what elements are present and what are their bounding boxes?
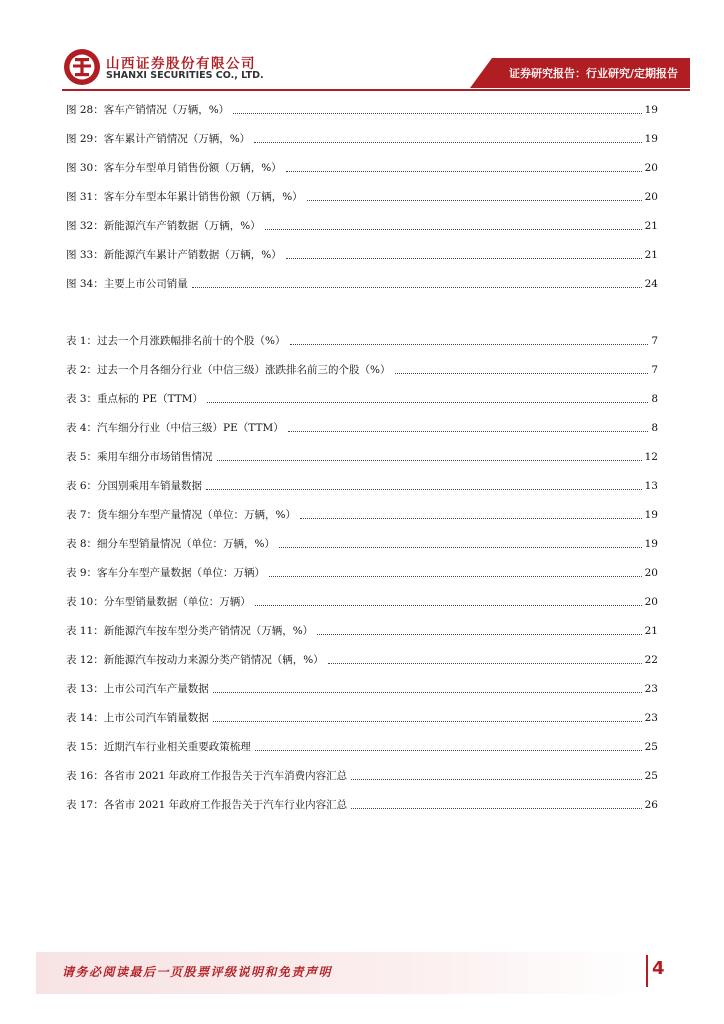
toc-leader-dots	[269, 576, 642, 577]
toc-item-page: 22	[644, 654, 658, 666]
toc-leader-dots	[288, 431, 649, 432]
toc-figure-item[interactable]	[66, 101, 658, 117]
toc-leader-dots	[213, 721, 642, 722]
toc-item-label: 表 16：各省市 2021 年政府工作报告关于汽车消费内容汇总	[66, 770, 348, 782]
toc-item-label: 表 12：新能源汽车按动力来源分类产销情况（辆，%）	[66, 654, 324, 666]
toc-figure-item[interactable]	[66, 188, 658, 204]
toc-item-page: 19	[644, 509, 658, 521]
toc-table-item[interactable]	[66, 535, 658, 551]
page-header	[0, 0, 724, 96]
toc-leader-dots	[351, 808, 642, 809]
toc-leader-dots	[255, 750, 642, 751]
toc-item-label: 图 31：客车分车型本年累计销售份额（万辆，%）	[66, 191, 303, 203]
toc-item-page: 26	[644, 799, 658, 811]
toc-table-item[interactable]	[66, 767, 658, 783]
toc-table-item[interactable]	[66, 419, 658, 435]
toc-item-label: 表 9：客车分车型产量数据（单位：万辆）	[66, 567, 266, 579]
header-divider	[62, 89, 690, 91]
toc-item-page: 20	[644, 596, 658, 608]
footer-disclaimer: 请务必阅读最后一页股票评级说明和免责声明	[62, 965, 333, 979]
toc-item-page: 8	[651, 422, 658, 434]
toc-table-item[interactable]	[66, 390, 658, 406]
toc-item-page: 19	[644, 133, 658, 145]
toc-item-label: 图 29：客车累计产销情况（万辆，%）	[66, 133, 251, 145]
toc-leader-dots	[300, 518, 642, 519]
toc-leader-dots	[286, 171, 642, 172]
toc-figure-item[interactable]	[66, 217, 658, 233]
toc-item-page: 12	[644, 451, 658, 463]
toc-table-item[interactable]	[66, 796, 658, 812]
toc-item-page: 19	[644, 104, 658, 116]
toc-leader-dots	[206, 489, 642, 490]
toc-item-label: 表 2：过去一个月各细分行业（中信三级）涨跌排名前三的个股（%）	[66, 364, 391, 376]
toc-item-label: 图 28：客车产销情况（万辆，%）	[66, 104, 230, 116]
toc-item-label: 表 4：汽车细分行业（中信三级）PE（TTM）	[66, 422, 284, 434]
toc-item-label: 表 15：近期汽车行业相关重要政策梳理	[66, 741, 251, 753]
toc-figure-item[interactable]	[66, 159, 658, 175]
toc-item-label: 表 1：过去一个月涨跌幅排名前十的个股（%）	[66, 335, 286, 347]
toc-table-item[interactable]	[66, 709, 658, 725]
toc-item-label: 表 13：上市公司汽车产量数据	[66, 683, 209, 695]
toc-leader-dots	[255, 605, 642, 606]
toc-leader-dots	[307, 200, 642, 201]
toc-table-item[interactable]	[66, 622, 658, 638]
toc-table-item[interactable]	[66, 680, 658, 696]
toc-item-label: 图 30：客车分车型单月销售份额（万辆，%）	[66, 162, 282, 174]
toc-figure-item[interactable]	[66, 246, 658, 262]
toc-item-page: 20	[644, 567, 658, 579]
company-name-cn: 山西证券股份有限公司	[106, 56, 256, 72]
toc-table-item[interactable]	[66, 593, 658, 609]
toc-table-item[interactable]	[66, 506, 658, 522]
toc-item-page: 20	[644, 191, 658, 203]
toc-item-label: 表 5：乘用车细分市场销售情况	[66, 451, 213, 463]
toc-item-page: 21	[644, 625, 658, 637]
toc-leader-dots	[217, 460, 642, 461]
toc-figure-item[interactable]	[66, 275, 658, 291]
company-logo-icon	[62, 47, 102, 87]
toc-item-label: 表 6：分国别乘用车销量数据	[66, 480, 203, 492]
toc-item-label: 表 10：分车型销量数据（单位：万辆）	[66, 596, 251, 608]
toc-leader-dots	[317, 634, 641, 635]
toc-item-page: 7	[651, 364, 658, 376]
toc-table-item[interactable]	[66, 332, 658, 348]
toc-item-page: 23	[644, 712, 658, 724]
toc-leader-dots	[265, 229, 642, 230]
toc-item-label: 表 17：各省市 2021 年政府工作报告关于汽车行业内容汇总	[66, 799, 348, 811]
report-type-label: 证券研究报告：行业研究/定期报告	[508, 67, 678, 80]
toc-leader-dots	[286, 258, 642, 259]
toc-item-label: 表 8：细分车型销量情况（单位：万辆，%）	[66, 538, 275, 550]
toc-item-page: 25	[644, 741, 658, 753]
toc-table-item[interactable]	[66, 361, 658, 377]
toc-item-page: 13	[644, 480, 658, 492]
footer-separator	[646, 955, 648, 987]
toc-item-label: 表 11：新能源汽车按车型分类产销情况（万辆，%）	[66, 625, 314, 637]
toc-item-label: 图 33：新能源汽车累计产销数据（万辆，%）	[66, 249, 282, 261]
toc-item-page: 19	[644, 538, 658, 550]
toc-leader-dots	[351, 779, 642, 780]
toc-item-page: 25	[644, 770, 658, 782]
toc-table-item[interactable]	[66, 651, 658, 667]
toc-leader-dots	[213, 692, 642, 693]
toc-leader-dots	[290, 344, 649, 345]
toc-table-item[interactable]	[66, 564, 658, 580]
toc-item-label: 表 14：上市公司汽车销量数据	[66, 712, 209, 724]
toc-item-label: 图 34：主要上市公司销量	[66, 278, 188, 290]
toc-leader-dots	[192, 287, 642, 288]
toc-table-item[interactable]	[66, 477, 658, 493]
toc-item-label: 表 3：重点标的 PE（TTM）	[66, 393, 204, 405]
toc-leader-dots	[207, 402, 648, 403]
toc-item-page: 21	[644, 220, 658, 232]
toc-leader-dots	[233, 113, 641, 114]
toc-figure-item[interactable]	[66, 130, 658, 146]
toc-leader-dots	[279, 547, 642, 548]
toc-item-page: 24	[644, 278, 658, 290]
toc-item-page: 20	[644, 162, 658, 174]
toc-item-page: 7	[651, 335, 658, 347]
toc-item-page: 8	[651, 393, 658, 405]
page-number: 4	[652, 958, 665, 979]
toc-table-item[interactable]	[66, 738, 658, 754]
toc-item-page: 21	[644, 249, 658, 261]
toc-item-page: 23	[644, 683, 658, 695]
toc-leader-dots	[254, 142, 641, 143]
company-name-en: SHANXI SECURITIES CO., LTD.	[106, 70, 264, 81]
toc-item-label: 表 7：货车细分车型产量情况（单位：万辆，%）	[66, 509, 296, 521]
toc-leader-dots	[395, 373, 649, 374]
toc-item-label: 图 32：新能源汽车产销数据（万辆，%）	[66, 220, 261, 232]
toc-table-item[interactable]	[66, 448, 658, 464]
toc-leader-dots	[328, 663, 642, 664]
